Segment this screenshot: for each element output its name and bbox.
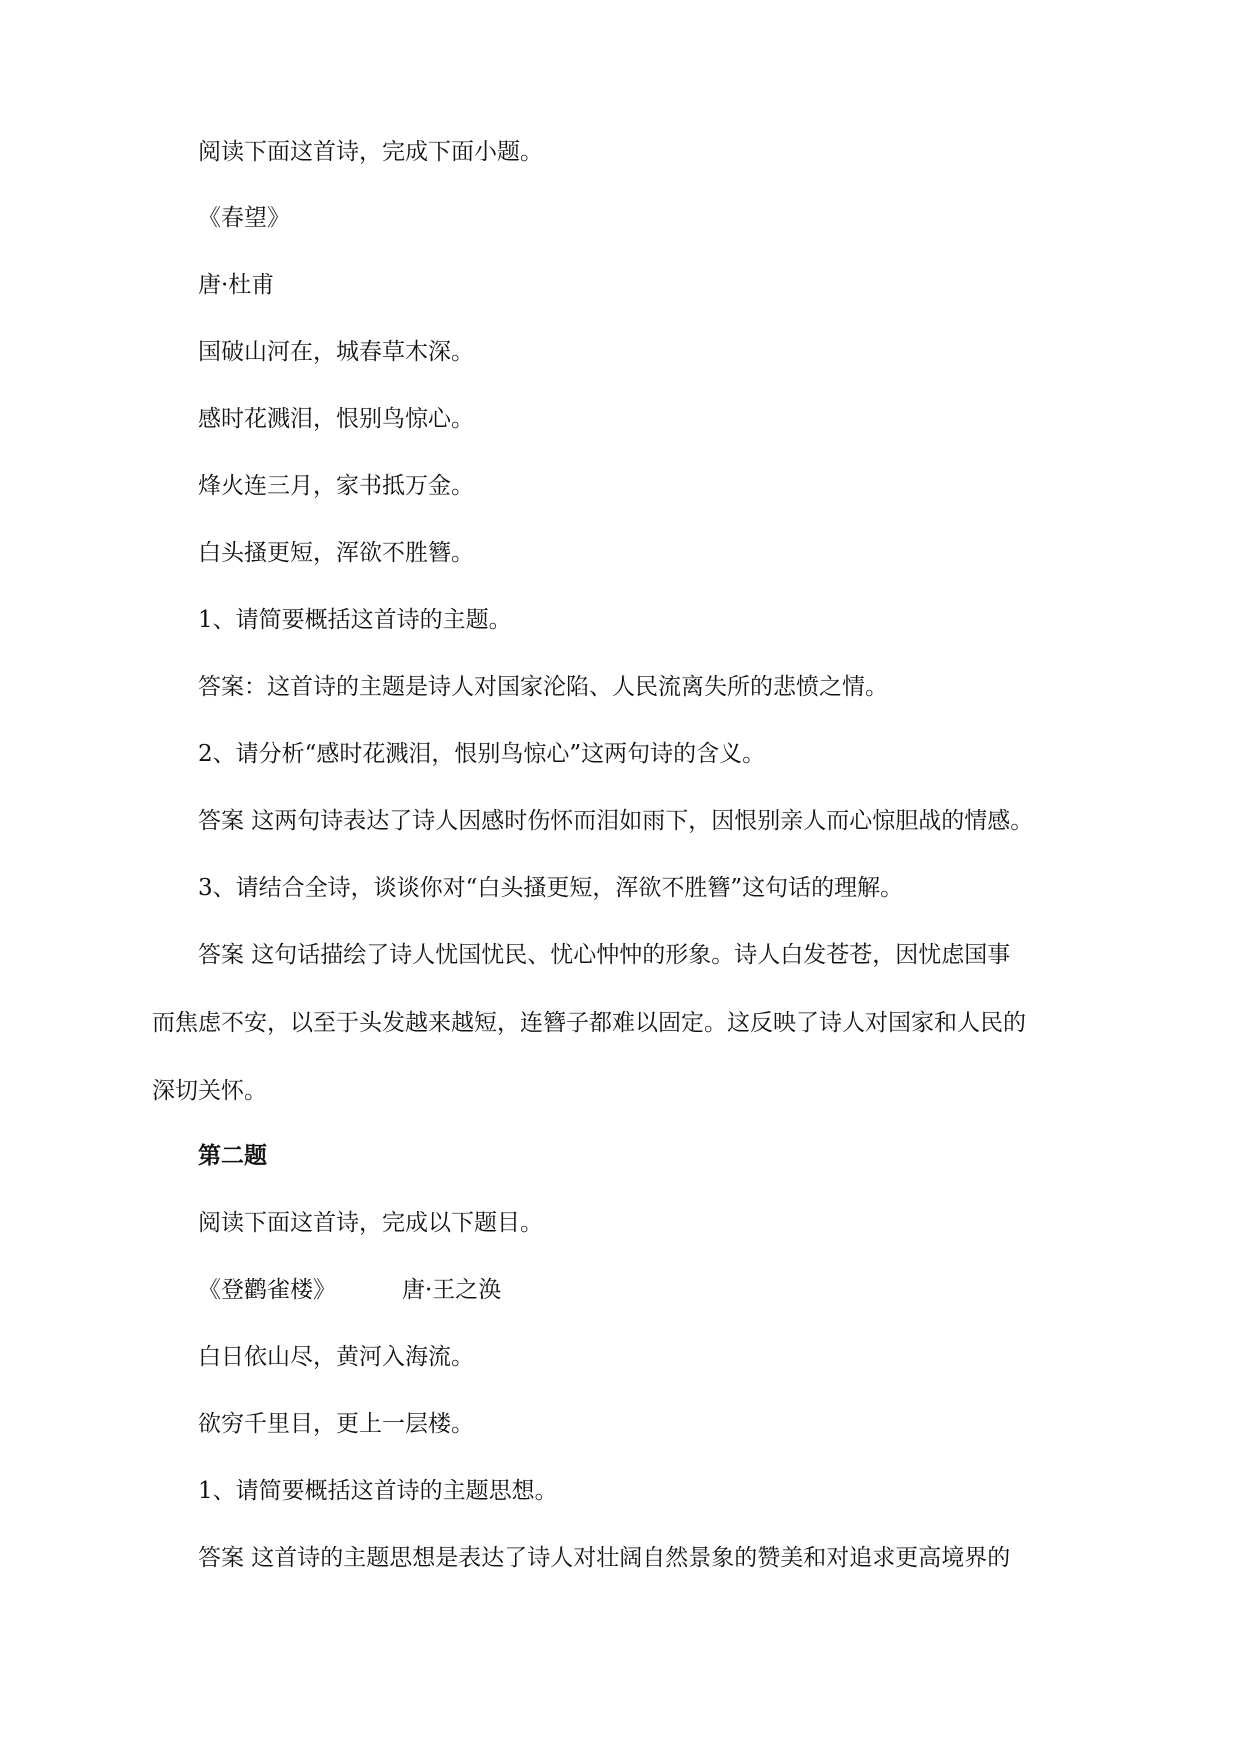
section1-intro: 阅读下面这首诗，完成下面小题。 <box>198 139 543 165</box>
poem-line: 感时花溅泪，恨别鸟惊心。 <box>198 406 474 432</box>
poem-author: 唐·杜甫 <box>198 272 275 298</box>
section2-answer-1: 答案 这首诗的主题思想是表达了诗人对壮阔自然景象的赞美和对追求更高境界的 <box>198 1545 1011 1571</box>
answer-3-line: 而焦虑不安，以至于头发越来越短，连簪子都难以固定。这反映了诗人对国家和人民的 <box>152 1010 1026 1036</box>
answer-1: 答案：这首诗的主题是诗人对国家沦陷、人民流离失所的悲愤之情。 <box>198 674 888 700</box>
poem2-author: 唐·王之涣 <box>402 1277 502 1303</box>
poem2-line: 欲穷千里目，更上一层楼。 <box>198 1411 474 1437</box>
poem-line: 烽火连三月，家书抵万金。 <box>198 473 474 499</box>
question-1: 1、请简要概括这首诗的主题。 <box>198 607 512 633</box>
poem2-title-row <box>198 1275 501 1305</box>
answer-3 <box>152 940 1090 1106</box>
poem-line: 国破山河在，城春草木深。 <box>198 339 474 365</box>
section2-heading: 第二题 <box>198 1142 267 1169</box>
question-3: 3、请结合全诗，谈谈你对“白头搔更短，浑欲不胜簪”这句话的理解。 <box>198 875 904 901</box>
poem2-title: 《登鹳雀楼》 <box>198 1277 336 1303</box>
poem2-line: 白日依山尽，黄河入海流。 <box>198 1344 474 1370</box>
section2-question-1: 1、请简要概括这首诗的主题思想。 <box>198 1478 558 1504</box>
question-2: 2、请分析“感时花溅泪，恨别鸟惊心”这两句诗的含义。 <box>198 741 766 767</box>
poem-title: 《春望》 <box>198 205 290 231</box>
poem-line: 白头搔更短，浑欲不胜簪。 <box>198 540 474 566</box>
answer-2: 答案 这两句诗表达了诗人因感时伤怀而泪如雨下，因恨别亲人而心惊胆战的情感。 <box>198 808 1034 834</box>
answer-3-line: 深切关怀。 <box>152 1078 267 1104</box>
answer-3-line: 答案 这句话描绘了诗人忧国忧民、忧心忡忡的形象。诗人白发苍苍，因忧虑国事 <box>198 942 1011 968</box>
section2-intro: 阅读下面这首诗，完成以下题目。 <box>198 1210 543 1236</box>
